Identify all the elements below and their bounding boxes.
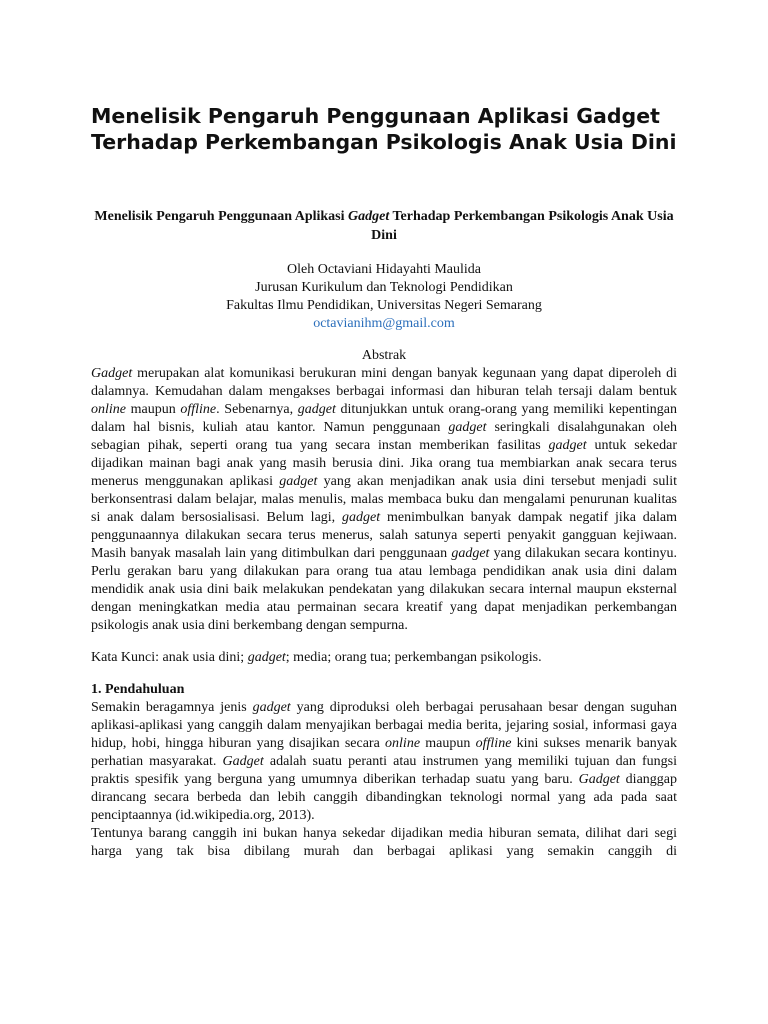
text-segment: Gadget bbox=[91, 366, 133, 381]
text-segment: gadget bbox=[342, 510, 381, 525]
section-heading-pendahuluan: 1. Pendahuluan bbox=[91, 682, 185, 697]
paper-body bbox=[91, 207, 677, 861]
text-segment: gadget bbox=[451, 546, 490, 561]
text-segment: Kata Kunci: anak usia dini; bbox=[91, 650, 248, 665]
author-block bbox=[91, 261, 677, 333]
text-segment: kini sukses menarik banyak perhatian masyarakat. bbox=[91, 736, 678, 769]
text-segment: maupun bbox=[126, 402, 181, 417]
author-department: Jurusan Kurikulum dan Teknologi Pendidikan bbox=[255, 280, 513, 295]
author-name: Oleh Octaviani Hidayahti Maulida bbox=[287, 262, 481, 277]
abstract-text bbox=[91, 365, 677, 635]
text-segment: yang akan menjadikan anak usia dini tersebut menjadi sulit berkonsentrasi dalam belajar, malas menulis, malas membaca buku dan mengalami penurunan kualitas si anak dalam bersosialisasi. Belum lagi, bbox=[91, 474, 677, 525]
text-segment: Gadget bbox=[222, 754, 264, 769]
intro-paragraph-1 bbox=[91, 699, 677, 825]
text-segment: dianggap dirancang secara berbeda dan lebih canggih dibandingkan teknologi normal yang ada pada saat penciptaannya (id.wikipedia.org, 2013). bbox=[91, 772, 677, 823]
text-segment: ; media; orang tua; perkembangan psikologis. bbox=[285, 650, 542, 665]
text-segment: maupun bbox=[420, 736, 476, 751]
text-segment: menimbulkan banyak dampak negatif jika dalam penggunaannya dilakukan secara terus menerus, salah satunya seperti penyakit gangguan kejiwaan. Masih banyak masalah lain yang ditimbulkan dari penggunaan bbox=[91, 510, 677, 561]
text-segment: seringkali disalahgunakan oleh sebagian pihak, seperti orang tua yang secara instan memberikan fasilitas bbox=[91, 420, 677, 453]
text-segment: gadget bbox=[448, 420, 487, 435]
text-segment: gadget bbox=[279, 474, 318, 489]
author-faculty: Fakultas Ilmu Pendidikan, Universitas Negeri Semarang bbox=[226, 298, 542, 313]
text-segment: offline bbox=[180, 402, 217, 417]
text-segment: yang dilakukan secara kontinyu. Perlu gerakan baru yang dilakukan para orang tua atau lembaga pendidikan anak usia dini dalam mendidik anak usia dini baik melakukan pendekatan yang dilakukan secara internal maupun eksternal dengan meningkatkan media atau permainan secara kreatif yang dapat menjadikan perkembangan psikologis anak usia dini berkembang dengan sempurna. bbox=[91, 546, 677, 633]
paper-title-part2: Terhadap Perkembangan Psikologis Anak Usia Dini bbox=[371, 209, 674, 243]
text-segment: Semakin beragamnya jenis bbox=[91, 700, 253, 715]
text-segment: online bbox=[91, 402, 126, 417]
paper-title bbox=[91, 207, 677, 245]
text-segment: gadget bbox=[252, 700, 291, 715]
keywords bbox=[91, 649, 677, 667]
paper-title-part1: Menelisik Pengaruh Penggunaan Aplikasi bbox=[94, 209, 349, 224]
text-segment: ditunjukkan untuk orang-orang yang memiliki kepentingan dalam hal bisnis, kuliah atau kantor. Namun penggunaan bbox=[91, 402, 678, 435]
author-email-link[interactable]: octavianihm@gmail.com bbox=[313, 316, 455, 331]
text-segment: gadget bbox=[247, 650, 286, 665]
text-segment: Tentunya barang canggih ini bukan hanya sekedar dijadikan media hiburan semata, dilihat dari segi harga yang tak bisa dibilang murah dan berbagai aplikasi yang semakin canggih di bbox=[91, 826, 677, 859]
text-segment: yang diproduksi oleh berbagai perusahaan besar dengan suguhan aplikasi-aplikasi yang canggih dalam menyajikan berbagai media berita, jejaring sosial, informasi gaya hidup, hobi, hingga hiburan yang disajikan secara bbox=[91, 700, 678, 751]
text-segment: offline bbox=[475, 736, 512, 751]
paper-title-italic: Gadget bbox=[348, 209, 390, 224]
text-segment: adalah suatu peranti atau instrumen yang memiliki tujuan dan fungsi praktis spesifik yang berguna yang umumnya diberikan terhadap suatu yang baru. bbox=[91, 754, 677, 787]
text-segment: . Sebenarnya, bbox=[216, 402, 298, 417]
text-segment: untuk sekedar dijadikan mainan bagi anak yang masih berusia dini. Jika orang tua membiarkan anak secara terus menerus menggunakan aplikasi bbox=[91, 438, 677, 489]
document-title: Menelisik Pengaruh Penggunaan Aplikasi Gadget Terhadap Perkembangan Psikologis Anak Usia Dini bbox=[91, 104, 677, 154]
text-segment: gadget bbox=[297, 402, 336, 417]
text-segment: gadget bbox=[548, 438, 587, 453]
intro-paragraph-2 bbox=[91, 825, 677, 861]
text-segment: merupakan alat komunikasi berukuran mini dengan banyak kegunaan yang dapat diperoleh di dalamnya. Kemudahan dalam mengakses berbagai informasi dan hiburan telah tersaji dalam bentuk bbox=[91, 366, 677, 399]
abstract-heading: Abstrak bbox=[361, 348, 407, 363]
text-segment: Gadget bbox=[578, 772, 620, 787]
text-segment: online bbox=[385, 736, 421, 751]
